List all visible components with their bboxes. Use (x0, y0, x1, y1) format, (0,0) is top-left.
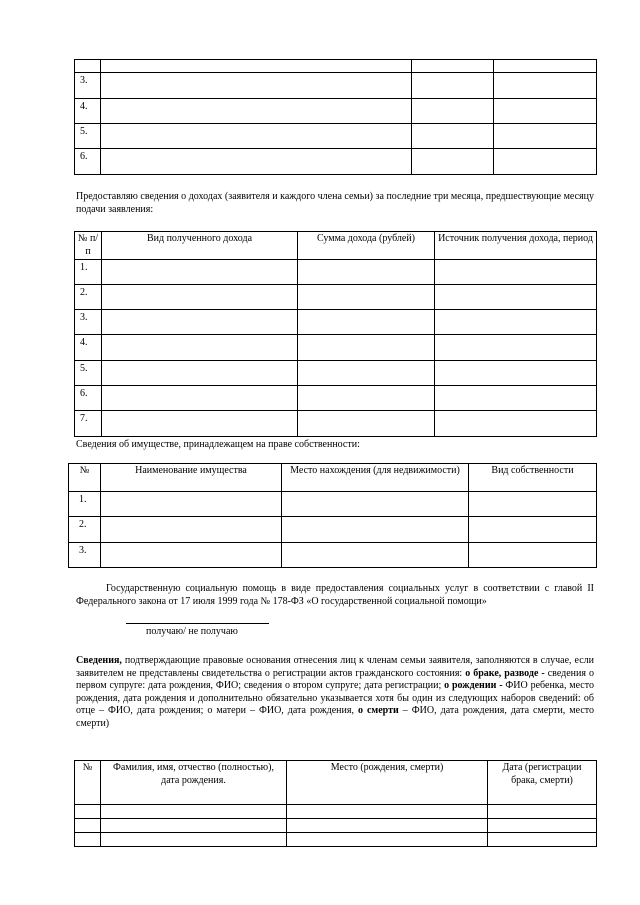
table-row: 2. (69, 517, 597, 543)
table-row: 2. (75, 285, 597, 310)
table-row: 5. (75, 361, 597, 386)
table-row: 7. (75, 411, 597, 437)
income-intro: Предоставляю сведения о доходах (заявителя и каждого члена семьи) за последние три месяца, предшествующие месяцу подачи заявления: (76, 191, 594, 215)
income-table (74, 231, 597, 437)
table-row: 1. (69, 492, 597, 517)
table-row: 5. (75, 124, 597, 149)
social-help-text: Государственную социальную помощь в виде предоставления социальных услуг в соответствии с главой II Федерального закона от 17 июля 1999 года № 178-ФЗ «О государственной социальной помощи» (76, 583, 594, 607)
table-row: 4. (75, 99, 597, 124)
table-row: 6. (75, 386, 597, 411)
table-row: 3. (75, 73, 597, 99)
social-help-choice-label: получаю/ не получаю (146, 626, 238, 637)
table-row: 1. (75, 260, 597, 285)
family-info-text: Сведения, подтверждающие правовые основания отнесения лиц к членам семьи заявителя, заполняются в случае, если заявителем не представлены свидетельства о регистрации актов гражданского состояния: о браке, разводе - сведения о первом супруге: дата рождения, ФИО; сведения о втором супруге; дата регистрации; о рождении - ФИО ребенка, место рождения, дата рождения и дополнительно обязательно указывается хотя бы один из следующих наборов сведений: об отце – ФИО, дата рождения; о матери – ФИО, дата рождения, о смерти – ФИО, дата рождения, дата смерти, место смерти) (76, 655, 595, 729)
table-row (75, 833, 597, 847)
top-table (74, 59, 597, 175)
table-header-row: № Фамилия, имя, отчество (полностью), дата рождения. Место (рождения, смерти) Дата (регистрации брака, смерти) (75, 761, 597, 805)
table-row: 4. (75, 335, 597, 361)
table-row: 3. (69, 543, 597, 568)
table-row (75, 805, 597, 819)
social-help-answer-line[interactable] (126, 611, 269, 624)
table-row (75, 819, 597, 833)
family-table (74, 760, 597, 847)
property-table (68, 463, 597, 568)
table-header-row: № Наименование имущества Место нахождения (для недвижимости) Вид собственности (69, 464, 597, 492)
table-row: 3. (75, 310, 597, 335)
property-intro: Сведения об имуществе, принадлежащем на праве собственности: (76, 439, 360, 450)
table-header-row: № п/п Вид полученного дохода Сумма дохода (рублей) Источник получения дохода, период (75, 232, 597, 260)
table-row (75, 60, 597, 73)
table-row: 6. (75, 149, 597, 175)
